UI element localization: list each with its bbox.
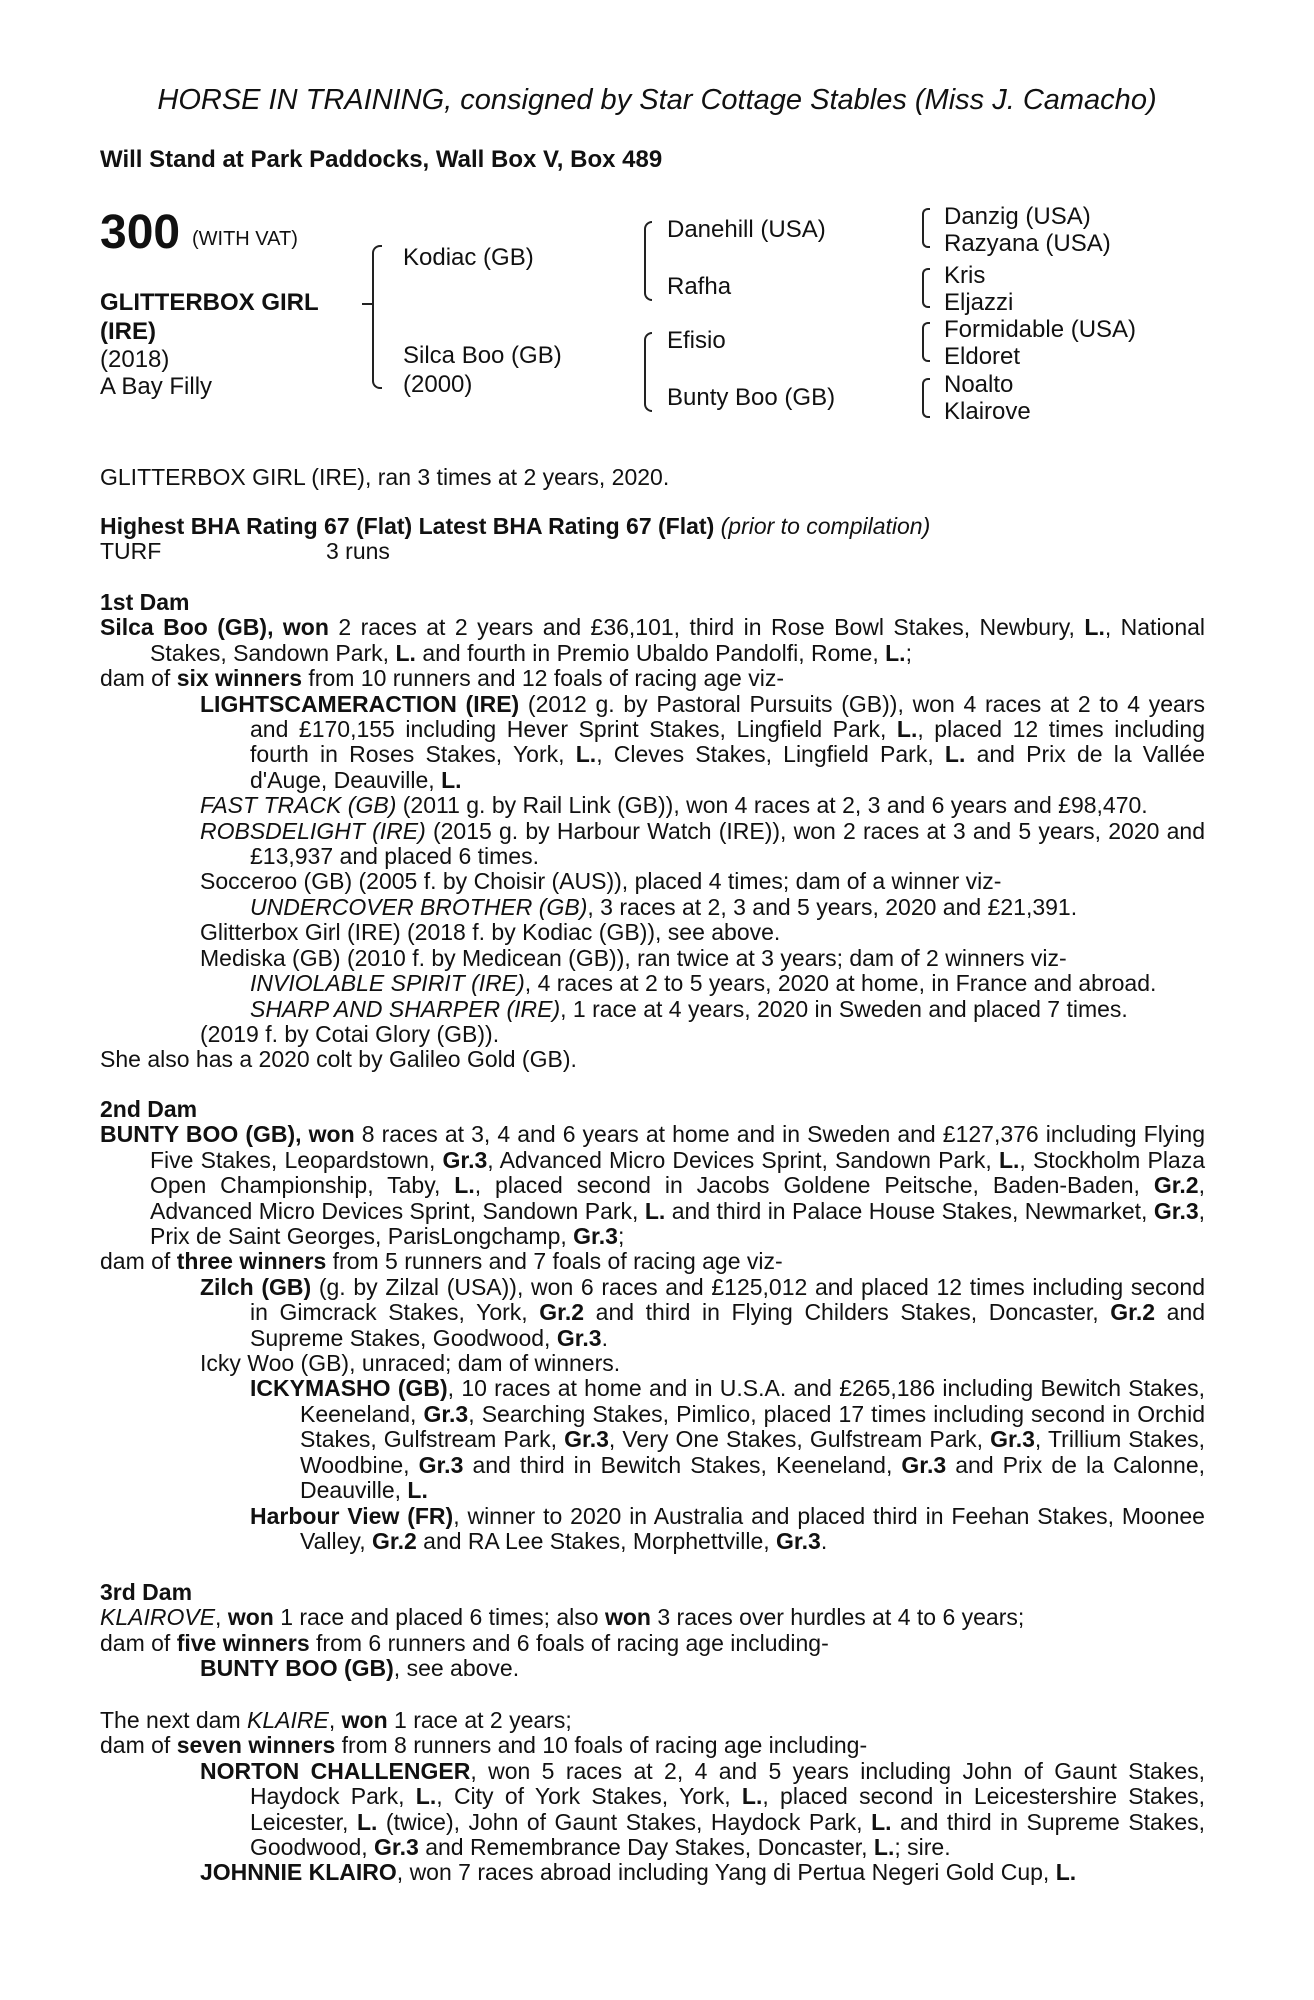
pedigree-brace-main — [372, 245, 382, 307]
pedigree-brace-dam-low — [644, 374, 652, 412]
pedigree-brace-sire — [644, 221, 652, 265]
group-label: Gr.3 — [1153, 1197, 1199, 1224]
offspring-name: BUNTY BOO (GB) — [200, 1655, 394, 1682]
record-text: , placed second in Leicestershire Stakes, Leicester, — [250, 1783, 1206, 1835]
won-label: won — [227, 1604, 274, 1631]
offspring-name: ICKYMASHO (GB) — [250, 1375, 448, 1402]
offspring-item — [100, 1275, 1205, 1351]
pedigree-ssd: Razyana (USA) — [944, 230, 1111, 257]
rating-note: (prior to compilation) — [720, 513, 931, 539]
third-dam-heading: 3rd Dam — [100, 1579, 193, 1605]
fourth-dam-section — [100, 1708, 1205, 1886]
offspring-note: She also has a 2020 colt by Galileo Gold (GB). — [100, 1046, 577, 1073]
offspring-name: SHARP AND SHARPER (IRE) — [250, 995, 561, 1022]
third-dam-produce — [100, 1631, 1205, 1656]
record-text: , Advanced Micro Devices Sprint, Sandown Park, — [150, 1172, 1205, 1224]
pedigree-brace-gg1 — [922, 208, 930, 232]
record-text: , 4 races at 2 to 5 years, 2020 at home, in France and abroad. — [524, 970, 1157, 997]
group-label: Gr.3 — [418, 1451, 464, 1478]
group-label: Gr.3 — [573, 1223, 618, 1250]
winners-count: seven winners — [176, 1732, 336, 1759]
offspring-name: LIGHTSCAMERACTION (IRE) — [200, 690, 520, 717]
record-text: , placed 12 times including fourth in Roses Stakes, York, — [250, 716, 1205, 768]
rating-text: Highest BHA Rating 67 (Flat) Latest BHA Rating 67 (Flat) — [100, 513, 715, 539]
offspring-item — [100, 819, 1205, 870]
group-label: Gr.3 — [776, 1527, 821, 1554]
page-header: HORSE IN TRAINING, consigned by Star Cottage Stables (Miss J. Camacho) — [157, 84, 1157, 116]
rating-block — [100, 514, 1205, 565]
group-label: Gr.2 — [539, 1299, 585, 1326]
won-label: won — [282, 614, 329, 641]
third-dam-section — [100, 1580, 1205, 1682]
listed-label: L. — [871, 1808, 892, 1835]
pedigree-sire-sire: Danehill (USA) — [667, 216, 826, 243]
record-text: from 10 runners and 12 foals of racing age viz- — [308, 665, 784, 692]
offspring-item — [100, 692, 1205, 794]
pedigree-brace-gg3 — [922, 322, 930, 346]
group-label: Gr.3 — [374, 1834, 419, 1861]
record-text: , won 5 races at 2, 4 and 5 years including John of Gaunt Stakes, Haydock Park, — [250, 1757, 1205, 1810]
pedigree-dam-dam: Bunty Boo (GB) — [667, 384, 836, 411]
offspring-item — [100, 1860, 1205, 1885]
record-text: , Trillium Stakes, Woodbine, — [300, 1426, 1206, 1478]
offspring-name: Zilch (GB) — [200, 1273, 312, 1300]
fourth-dam-produce — [100, 1733, 1205, 1758]
record-text: , — [328, 1707, 336, 1733]
listed-label: L. — [896, 716, 918, 743]
pedigree-sire-dam: Rafha — [667, 273, 732, 300]
stand-location: Will Stand at Park Paddocks, Wall Box V, Box 489 — [100, 146, 663, 173]
record-text: , placed second in Jacobs Goldene Peitsche, Baden-Baden, — [474, 1172, 1140, 1199]
record-text: 2 races at 2 years and £36,101, third in Rose Bowl Stakes, Newbury, — [338, 614, 1075, 641]
fourth-dam-name: KLAIRE — [247, 1707, 329, 1733]
race-summary: GLITTERBOX GIRL (IRE), ran 3 times at 2 years, 2020. — [100, 464, 670, 490]
record-text: and Prix de la Vallée d'Auge, Deauville, — [250, 741, 1206, 793]
listed-label: L. — [1055, 1859, 1077, 1886]
record-text: from 6 runners and 6 foals of racing age including- — [316, 1629, 829, 1656]
won-label: won — [308, 1121, 355, 1148]
pedigree-dsd: Eldoret — [944, 343, 1021, 370]
record-text: . — [601, 1324, 608, 1351]
group-label: Gr.3 — [556, 1324, 602, 1351]
pedigree-brace-main-mid — [362, 303, 372, 305]
listed-label: L. — [944, 741, 966, 768]
pedigree-brace-dam — [644, 332, 652, 376]
pedigree-brace-gg1-low — [922, 230, 930, 248]
listed-label: L. — [575, 741, 597, 768]
record-text: ; sire. — [894, 1834, 951, 1861]
offspring-item: Glitterbox Girl (IRE) (2018 f. by Kodiac (GB)), see above. — [200, 919, 781, 946]
offspring-item — [100, 793, 1205, 818]
record-text: (2011 g. by Rail Link (GB)), won 4 races at 2, 3 and 6 years and £98,470. — [402, 792, 1148, 819]
offspring-name: UNDERCOVER BROTHER (GB) — [250, 893, 588, 920]
offspring-name: NORTON CHALLENGER — [200, 1757, 471, 1784]
record-text: and third in Bewitch Stakes, Keeneland, — [472, 1451, 893, 1478]
pedigree-brace-main-low — [372, 305, 382, 389]
record-text: , Advanced Micro Devices Sprint, Sandown Park, — [487, 1146, 992, 1173]
offspring-item: Icky Woo (GB), unraced; dam of winners. — [200, 1350, 621, 1377]
pedigree-brace-gg2-low — [922, 290, 930, 308]
listed-label: L. — [441, 766, 462, 793]
group-label: Gr.3 — [990, 1426, 1035, 1453]
listed-label: L. — [873, 1834, 895, 1861]
first-dam-produce — [100, 666, 1205, 691]
listed-label: L. — [407, 1477, 428, 1504]
pedigree-sss: Danzig (USA) — [944, 203, 1091, 230]
offspring-name: Harbour View (FR) — [250, 1502, 454, 1529]
offspring-item — [100, 1656, 1205, 1681]
listed-label: L. — [885, 639, 906, 666]
group-label: Gr.3 — [423, 1400, 469, 1427]
listed-label: L. — [356, 1808, 378, 1835]
record-text: and Supreme Stakes, Goodwood, — [250, 1299, 1206, 1351]
pedigree-brace-gg3-low — [922, 344, 930, 362]
record-text: , 10 races at home and in U.S.A. and £265,186 including Bewitch Stakes, Keeneland, — [300, 1375, 1205, 1427]
horse-name-suffix: (IRE) — [100, 318, 156, 345]
offspring-name: JOHNNIE KLAIRO — [200, 1859, 397, 1886]
record-text: , see above. — [393, 1655, 520, 1682]
record-text: , won 7 races abroad including Yang di Pertua Negeri Gold Cup, — [396, 1859, 1050, 1886]
group-label: Gr.2 — [1110, 1299, 1156, 1326]
listed-label: L. — [644, 1197, 666, 1224]
record-text: and fourth in Premio Ubaldo Pandolfi, Rome, — [422, 639, 879, 666]
winners-count: three winners — [176, 1248, 327, 1275]
record-text: 8 races at 3, 4 and 6 years at home and in Sweden and £127,376 including Flying Five Stakes, Leopardstown, — [150, 1121, 1205, 1173]
pedigree-dam: Silca Boo (GB) — [403, 342, 562, 369]
group-label: Gr.3 — [564, 1426, 609, 1453]
record-text: dam of — [100, 1732, 171, 1759]
fourth-dam-record — [100, 1708, 1205, 1733]
record-text: (g. by Zilzal (USA)), won 6 races and £125,012 and placed 12 times including second in Gimcrack Stakes, York, — [250, 1273, 1205, 1326]
record-text: and third in Flying Childers Stakes, Doncaster, — [595, 1299, 1099, 1326]
listed-label: L. — [1084, 614, 1105, 641]
record-text: , winner to 2020 in Australia and placed third in Feehan Stakes, Moonee Valley, — [300, 1502, 1205, 1554]
grand-offspring-item — [100, 971, 1205, 996]
record-text: , Stockholm Plaza Open Championship, Taby, — [150, 1146, 1206, 1199]
vat-note: (WITH VAT) — [192, 228, 298, 250]
rating-surface: TURF — [100, 538, 162, 565]
record-text: and third in Palace House Stakes, Newmarket, — [671, 1197, 1148, 1224]
record-text: and Remembrance Day Stakes, Doncaster, — [425, 1834, 868, 1861]
third-dam-record — [100, 1605, 1205, 1630]
second-dam-produce — [100, 1249, 1205, 1274]
pedigree-dds: Noalto — [944, 371, 1014, 398]
pedigree-ddd: Klairove — [944, 398, 1031, 425]
record-text: , National Stakes, Sandown Park, — [150, 614, 1206, 666]
record-text: , Cleves Stakes, Lingfield Park, — [596, 741, 934, 768]
second-dam-heading: 2nd Dam — [100, 1096, 198, 1122]
record-text: . — [820, 1527, 828, 1554]
record-text: (2015 g. by Harbour Watch (IRE)), won 2 races at 3 and 5 years, 2020 and £13,937 and placed 6 times. — [250, 817, 1206, 870]
winners-count: six winners — [176, 665, 302, 692]
offspring-name: FAST TRACK (GB) — [200, 792, 397, 819]
grand-offspring-item — [100, 895, 1205, 920]
record-text: and third in Supreme Stakes, Goodwood, — [250, 1808, 1206, 1861]
listed-label: L. — [998, 1146, 1020, 1173]
offspring-item — [100, 1759, 1205, 1861]
record-text: and RA Lee Stakes, Morphettville, — [423, 1527, 770, 1554]
second-dam-section — [100, 1097, 1205, 1554]
listed-label: L. — [454, 1172, 475, 1199]
pedigree-brace-gg2 — [922, 268, 930, 292]
record-text: , Very One Stakes, Gulfstream Park, — [608, 1426, 984, 1453]
pedigree-brace-sire-low — [644, 263, 652, 301]
listed-label: L. — [741, 1783, 763, 1810]
grand-offspring-item — [100, 1504, 1205, 1555]
grand-offspring-item — [100, 1376, 1205, 1503]
first-dam-record — [100, 615, 1205, 666]
pedigree-dam-year: (2000) — [403, 371, 473, 398]
second-dam-record — [100, 1122, 1205, 1249]
record-text: 1 race and placed 6 times; also — [280, 1604, 599, 1631]
horse-year: (2018) — [100, 346, 170, 373]
record-text: , — [215, 1604, 222, 1631]
second-dam-name: BUNTY BOO (GB), — [100, 1121, 302, 1148]
record-text: The next dam — [100, 1707, 241, 1733]
record-text: and Prix de la Calonne, Deauville, — [300, 1451, 1206, 1504]
record-text: , City of York Stakes, York, — [436, 1783, 731, 1810]
won-label: won — [604, 1604, 651, 1631]
grand-offspring-item — [100, 997, 1205, 1022]
group-label: Gr.3 — [901, 1451, 947, 1478]
record-text: from 5 runners and 7 foals of racing age viz- — [332, 1248, 783, 1275]
group-label: Gr.2 — [1153, 1172, 1199, 1199]
lot-number: 300 — [100, 206, 181, 259]
record-text: ; — [905, 639, 912, 666]
group-label: Gr.3 — [442, 1146, 488, 1173]
offspring-item: (2019 f. by Cotai Glory (GB)). — [200, 1020, 500, 1047]
offspring-name: ROBSDELIGHT (IRE) — [200, 817, 426, 844]
first-dam-name: Silca Boo (GB), — [100, 614, 274, 641]
record-text: , Prix de Saint Georges, ParisLongchamp, — [150, 1197, 1206, 1250]
first-dam-section — [100, 590, 1205, 1073]
record-text: (twice), John of Gaunt Stakes, Haydock Park, — [385, 1808, 863, 1835]
group-label: Gr.2 — [372, 1527, 417, 1554]
listed-label: L. — [395, 639, 416, 666]
record-text: , Searching Stakes, Pimlico, placed 17 times including second in Orchid Stakes, Gulfstream Park, — [300, 1400, 1206, 1453]
won-label: won — [341, 1707, 388, 1733]
horse-description: A Bay Filly — [100, 373, 213, 400]
record-text: from 8 runners and 10 foals of racing age including- — [341, 1732, 868, 1759]
offspring-name: INVIOLABLE SPIRIT (IRE) — [250, 970, 525, 997]
pedigree-dss: Formidable (USA) — [944, 316, 1137, 343]
record-text: dam of — [100, 1629, 171, 1656]
listed-label: L. — [415, 1783, 437, 1810]
pedigree-sire: Kodiac (GB) — [403, 244, 534, 271]
pedigree-dam-sire: Efisio — [667, 327, 726, 354]
winners-count: five winners — [176, 1629, 310, 1656]
offspring-item: Mediska (GB) (2010 f. by Medicean (GB)), ran twice at 3 years; dam of 2 winners viz- — [200, 944, 1067, 971]
record-text: 3 races over hurdles at 4 to 6 years; — [657, 1604, 1025, 1631]
record-text: (2012 g. by Pastoral Pursuits (GB)), won 4 races at 2 to 4 years and £170,155 including Hever Sprint Stakes, Lingfield Park, — [250, 690, 1206, 743]
pedigree-brace-gg4 — [922, 378, 930, 402]
third-dam-name: KLAIROVE — [100, 1604, 216, 1631]
offspring-item: Socceroo (GB) (2005 f. by Choisir (AUS)), placed 4 times; dam of a winner viz- — [200, 868, 1002, 895]
rating-runs: 3 runs — [326, 538, 390, 565]
first-dam-heading: 1st Dam — [100, 589, 190, 615]
record-text: 1 race at 2 years; — [394, 1707, 572, 1733]
pedigree-brace-gg4-low — [922, 400, 930, 418]
record-text: dam of — [100, 1248, 171, 1275]
record-text: dam of — [100, 665, 171, 692]
horse-name: GLITTERBOX GIRL — [100, 289, 319, 316]
record-text: ; — [617, 1223, 625, 1250]
pedigree-sds: Kris — [944, 262, 986, 289]
record-text: , 1 race at 4 years, 2020 in Sweden and placed 7 times. — [560, 995, 1128, 1022]
record-text: , 3 races at 2, 3 and 5 years, 2020 and £21,391. — [587, 893, 1078, 920]
pedigree-sdd: Eljazzi — [944, 289, 1014, 316]
